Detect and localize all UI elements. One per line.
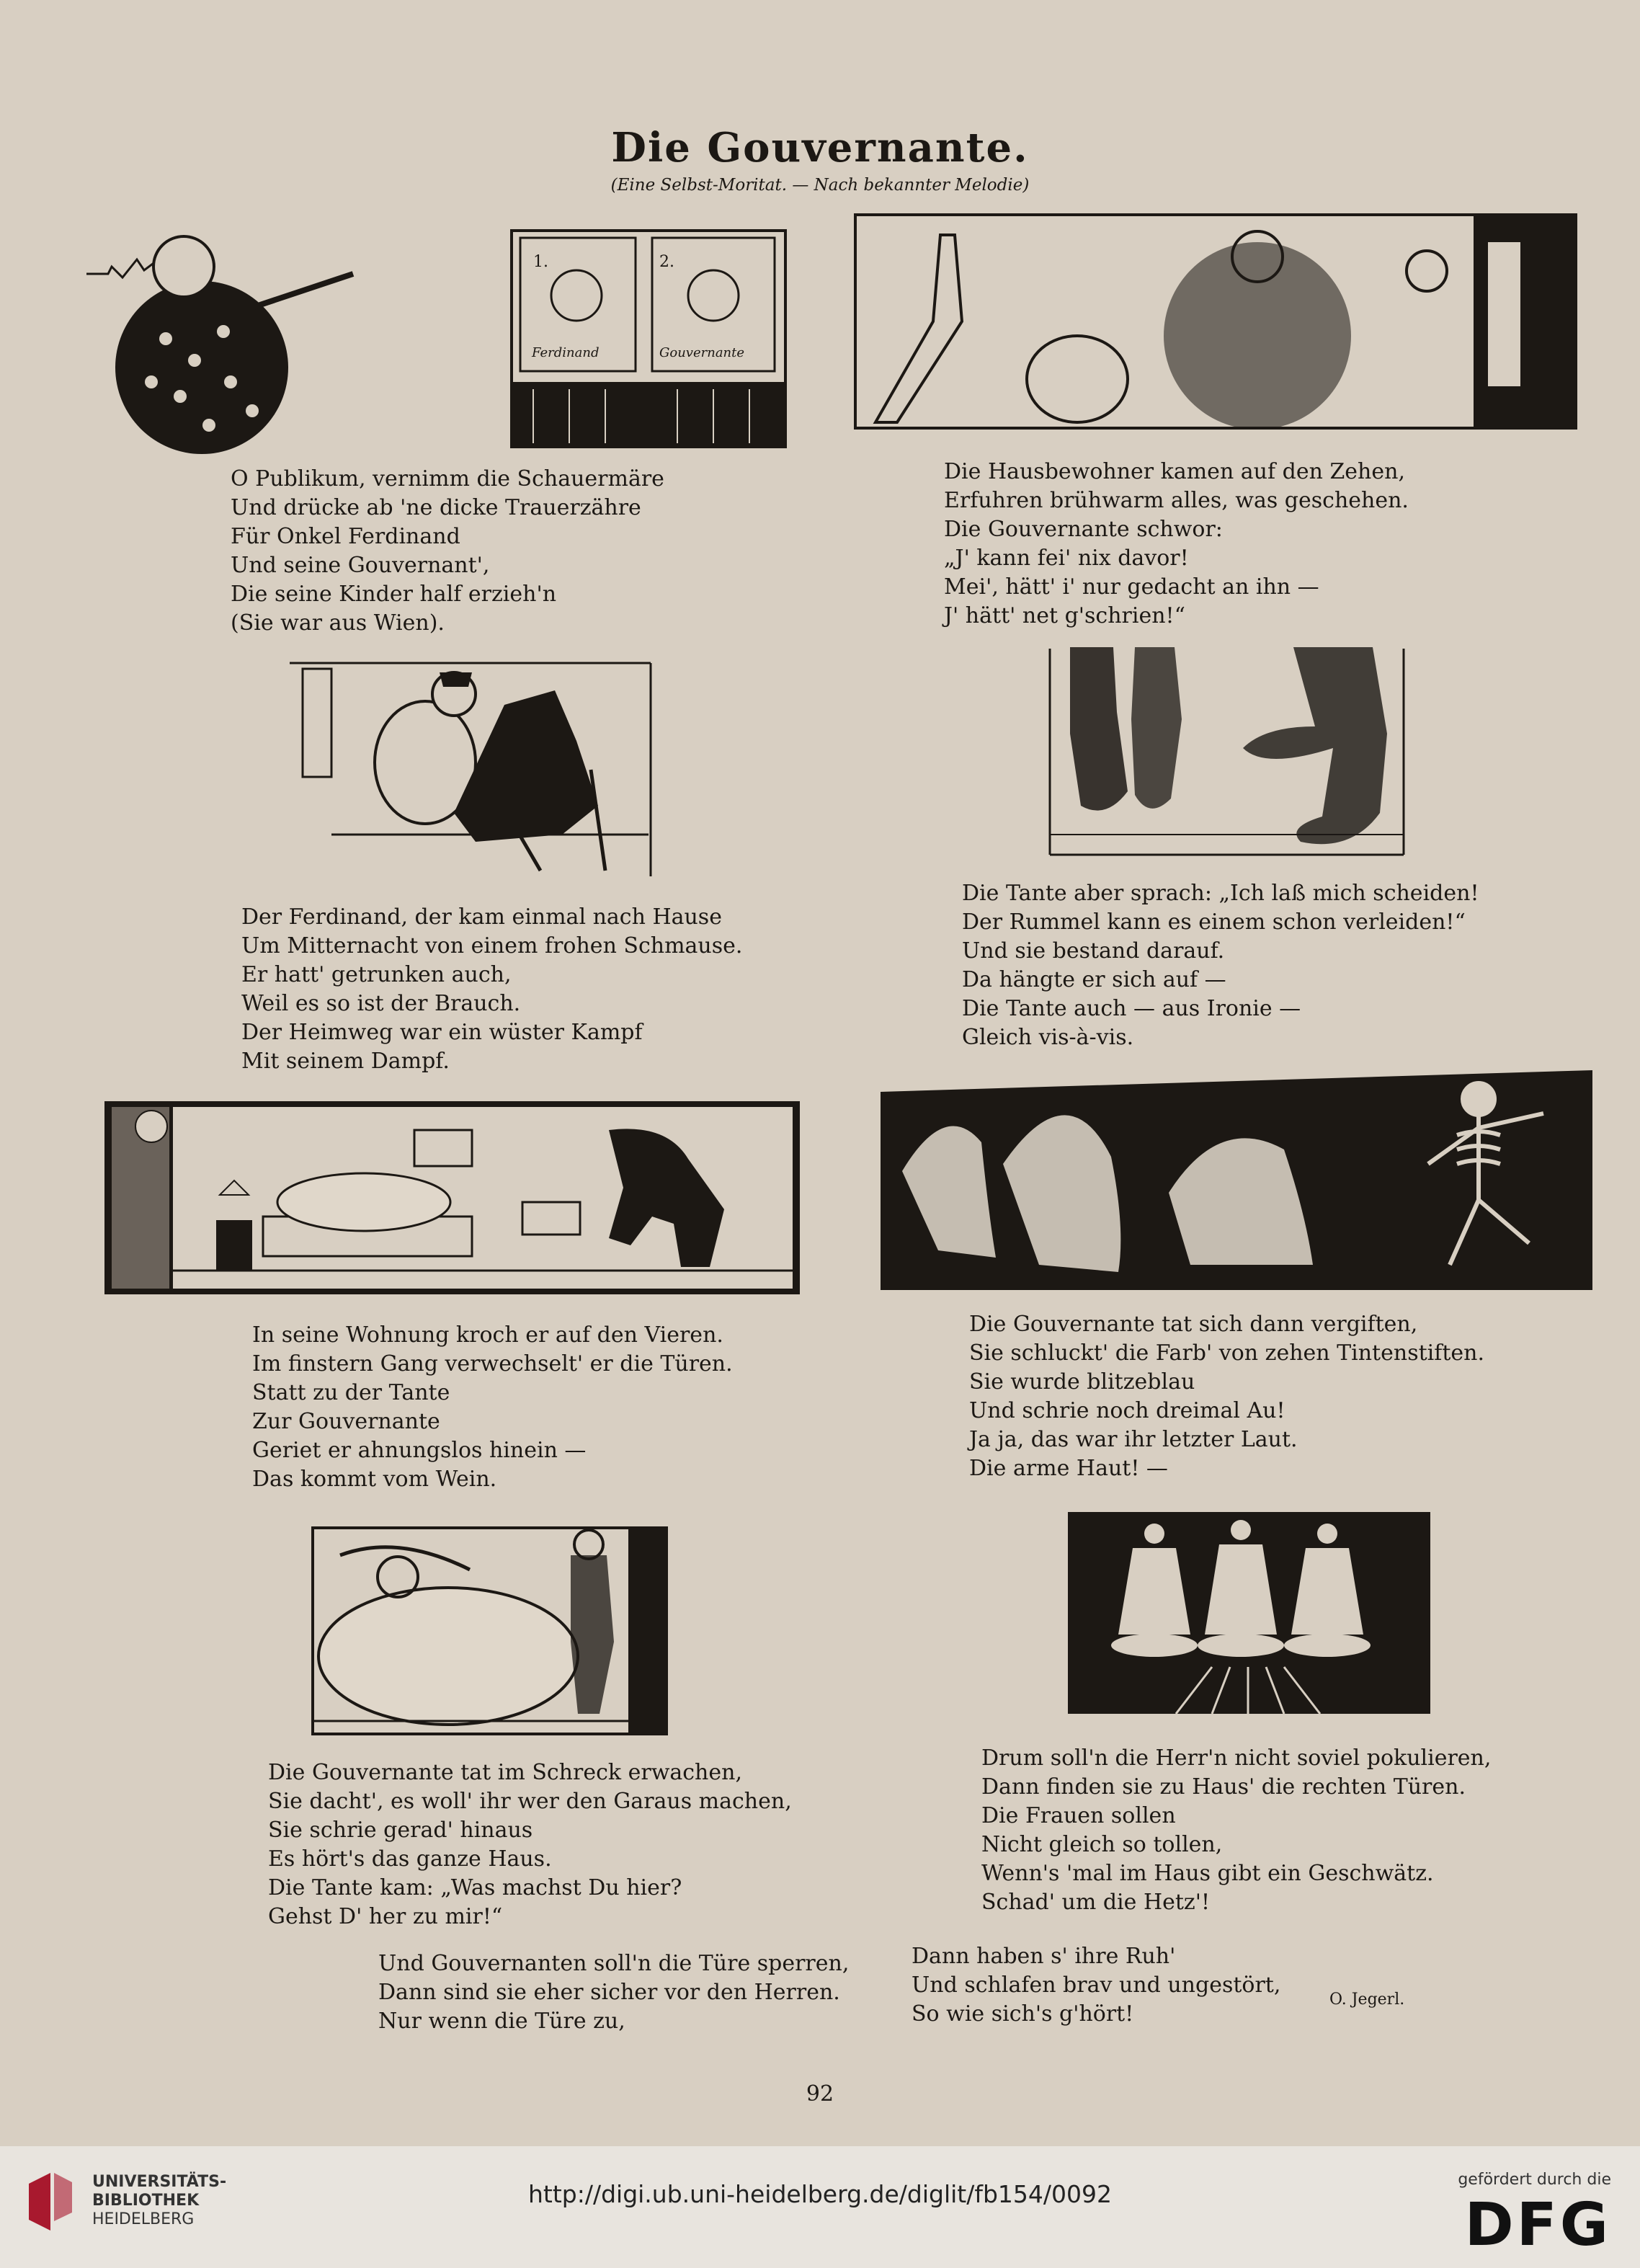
stanza-2	[944, 458, 1409, 631]
library-line-3: HEIDELBERG	[92, 2210, 195, 2228]
stanza-5-line: In seine Wohnung kroch er auf den Vieren.	[252, 1322, 723, 1348]
page-number: 92	[806, 2081, 834, 2107]
stanza-6-line: Ja ja, das war ihr letzter Laut.	[969, 1427, 1298, 1452]
stanza-1-line: Und drücke ab 'ne dicke Trauerzähre	[231, 495, 641, 520]
stanza-3-line: Er hatt' getrunken auch,	[241, 962, 512, 987]
illustration-moritat-singer	[79, 216, 800, 454]
poster-2-caption: Gouvernante	[659, 345, 745, 360]
stanza-10-line: Dann haben s' ihre Ruh'	[912, 1944, 1176, 1969]
library-line-1: UNIVERSITÄTS-	[92, 2173, 227, 2191]
stanza-3-line: Weil es so ist der Brauch.	[241, 991, 521, 1016]
stanza-8-line: Dann finden sie zu Haus' die rechten Türen.	[981, 1774, 1466, 1800]
stanza-5	[252, 1321, 733, 1494]
stanza-1-line: (Sie war aus Wien).	[231, 610, 445, 636]
poster-2-number: 2.	[659, 253, 674, 271]
stanza-9-line: Nur wenn die Türe zu,	[378, 2009, 625, 2034]
poster-1-number: 1.	[533, 253, 548, 271]
stanza-2-line: Mei', hätt' i' nur gedacht an ihn —	[944, 574, 1319, 600]
stanza-7-line: Die Tante kam: „Was machst Du hier?	[268, 1875, 682, 1900]
stanza-5-line: Geriet er ahnungslos hinein —	[252, 1438, 587, 1463]
stanza-3-line: Um Mitternacht von einem frohen Schmause.	[241, 933, 743, 959]
source-url	[0, 2180, 1640, 2208]
stanza-8-line: Wenn's 'mal im Haus gibt ein Geschwätz.	[981, 1861, 1434, 1886]
stanza-1-line: Für Onkel Ferdinand	[231, 524, 460, 549]
stanza-4-line: Die Tante auch — aus Ironie —	[962, 996, 1301, 1021]
illustration-three-angels	[1068, 1512, 1430, 1714]
stanza-5-line: Im finstern Gang verwechselt' er die Türen.	[252, 1351, 733, 1377]
stanza-7	[268, 1758, 792, 1931]
illustration-drunk-ferdinand	[288, 662, 652, 878]
stanza-7-line: Sie dacht', es woll' ihr wer den Garaus machen,	[268, 1789, 792, 1814]
stanza-4-line: Gleich vis-à-vis.	[962, 1025, 1134, 1050]
stanza-5-line: Statt zu der Tante	[252, 1380, 450, 1405]
source-url-link[interactable]: http://digi.ub.uni-heidelberg.de/diglit/fb154/0092	[527, 2180, 1113, 2208]
poster-1-caption: Ferdinand	[532, 345, 600, 360]
stanza-4-line: Da hängte er sich auf —	[962, 967, 1226, 992]
stanza-6-line: Die arme Haut! —	[969, 1456, 1168, 1481]
stanza-7-line: Es hört's das ganze Haus.	[268, 1846, 552, 1872]
stanza-8-line: Die Frauen sollen	[981, 1803, 1176, 1828]
stanza-6	[969, 1310, 1484, 1483]
stanza-8-line: Schad' um die Hetz'!	[981, 1890, 1211, 1915]
illustration-ghosts-skeleton	[881, 1070, 1592, 1290]
stanza-2-line: Die Gouvernante schwor:	[944, 517, 1223, 542]
stanza-6-line: Sie wurde blitzeblau	[969, 1369, 1195, 1395]
stanza-2-line: Erfuhren brühwarm alles, was geschehen.	[944, 488, 1409, 513]
stanza-1-line: O Publikum, vernimm die Schauermäre	[231, 466, 664, 492]
stanza-1	[231, 465, 664, 638]
library-line-2: BIBLIOTHEK	[92, 2192, 200, 2210]
stanza-2-line: „J' kann fei' nix davor!	[944, 546, 1189, 571]
stanza-9	[378, 1949, 849, 2036]
stanza-5-line: Zur Gouvernante	[252, 1409, 440, 1434]
stanza-3-line: Der Ferdinand, der kam einmal nach Hause	[241, 904, 722, 930]
illustration-residents	[854, 213, 1578, 430]
stanza-8-line: Nicht gleich so tollen,	[981, 1832, 1223, 1857]
stanza-9-line: Und Gouvernanten soll'n die Türe sperren,	[378, 1951, 850, 1976]
illustration-governess-bed	[311, 1526, 668, 1735]
author-signature: O. Jegerl.	[1329, 1991, 1405, 2009]
stanza-3	[241, 903, 742, 1076]
stanza-6-line: Und schrie noch dreimal Au!	[969, 1398, 1285, 1423]
stanza-6-line: Sie schluckt' die Farb' von zehen Tintenstiften.	[969, 1340, 1485, 1366]
stanza-8	[981, 1744, 1491, 1917]
stanza-9-line: Dann sind sie eher sicher vor den Herren.	[378, 1980, 840, 2005]
illustration-hanging-feet	[1048, 647, 1405, 856]
stanza-1-line: Die seine Kinder half erzieh'n	[231, 582, 557, 607]
stanza-7-line: Gehst D' her zu mir!“	[268, 1904, 503, 1929]
illustration-bedroom	[104, 1101, 800, 1294]
stanza-10-line: Und schlafen brav und ungestört,	[912, 1973, 1281, 1998]
funded-by-text: gefördert durch die	[1458, 2171, 1611, 2189]
stanza-1-line: Und seine Gouvernant',	[231, 553, 490, 578]
stanza-2-line: Die Hausbewohner kamen auf den Zehen,	[944, 459, 1405, 484]
stanza-4	[962, 879, 1479, 1052]
stanza-10	[912, 1942, 1280, 2029]
stanza-2-line: J' hätt' net g'schrien!“	[944, 603, 1185, 628]
stanza-10-line: So wie sich's g'hört!	[912, 2001, 1134, 2027]
dfg-logo[interactable]: DFG	[1464, 2191, 1611, 2259]
page-title: Die Gouvernante.	[611, 124, 1029, 172]
stanza-6-line: Die Gouvernante tat sich dann vergiften,	[969, 1312, 1418, 1337]
stanza-8-line: Drum soll'n die Herr'n nicht soviel pokulieren,	[981, 1746, 1492, 1771]
stanza-4-line: Der Rummel kann es einem schon verleiden!“	[962, 910, 1466, 935]
stanza-5-line: Das kommt vom Wein.	[252, 1467, 497, 1492]
stanza-7-line: Sie schrie gerad' hinaus	[268, 1818, 533, 1843]
stanza-7-line: Die Gouvernante tat im Schreck erwachen,	[268, 1760, 742, 1785]
stanza-4-line: Die Tante aber sprach: „Ich laß mich scheiden!	[962, 881, 1479, 906]
page-subtitle: (Eine Selbst-Moritat. — Nach bekannter Melodie)	[610, 176, 1030, 195]
stanza-3-line: Der Heimweg war ein wüster Kampf	[241, 1020, 643, 1045]
stanza-3-line: Mit seinem Dampf.	[241, 1049, 450, 1074]
stanza-4-line: Und sie bestand darauf.	[962, 938, 1225, 964]
